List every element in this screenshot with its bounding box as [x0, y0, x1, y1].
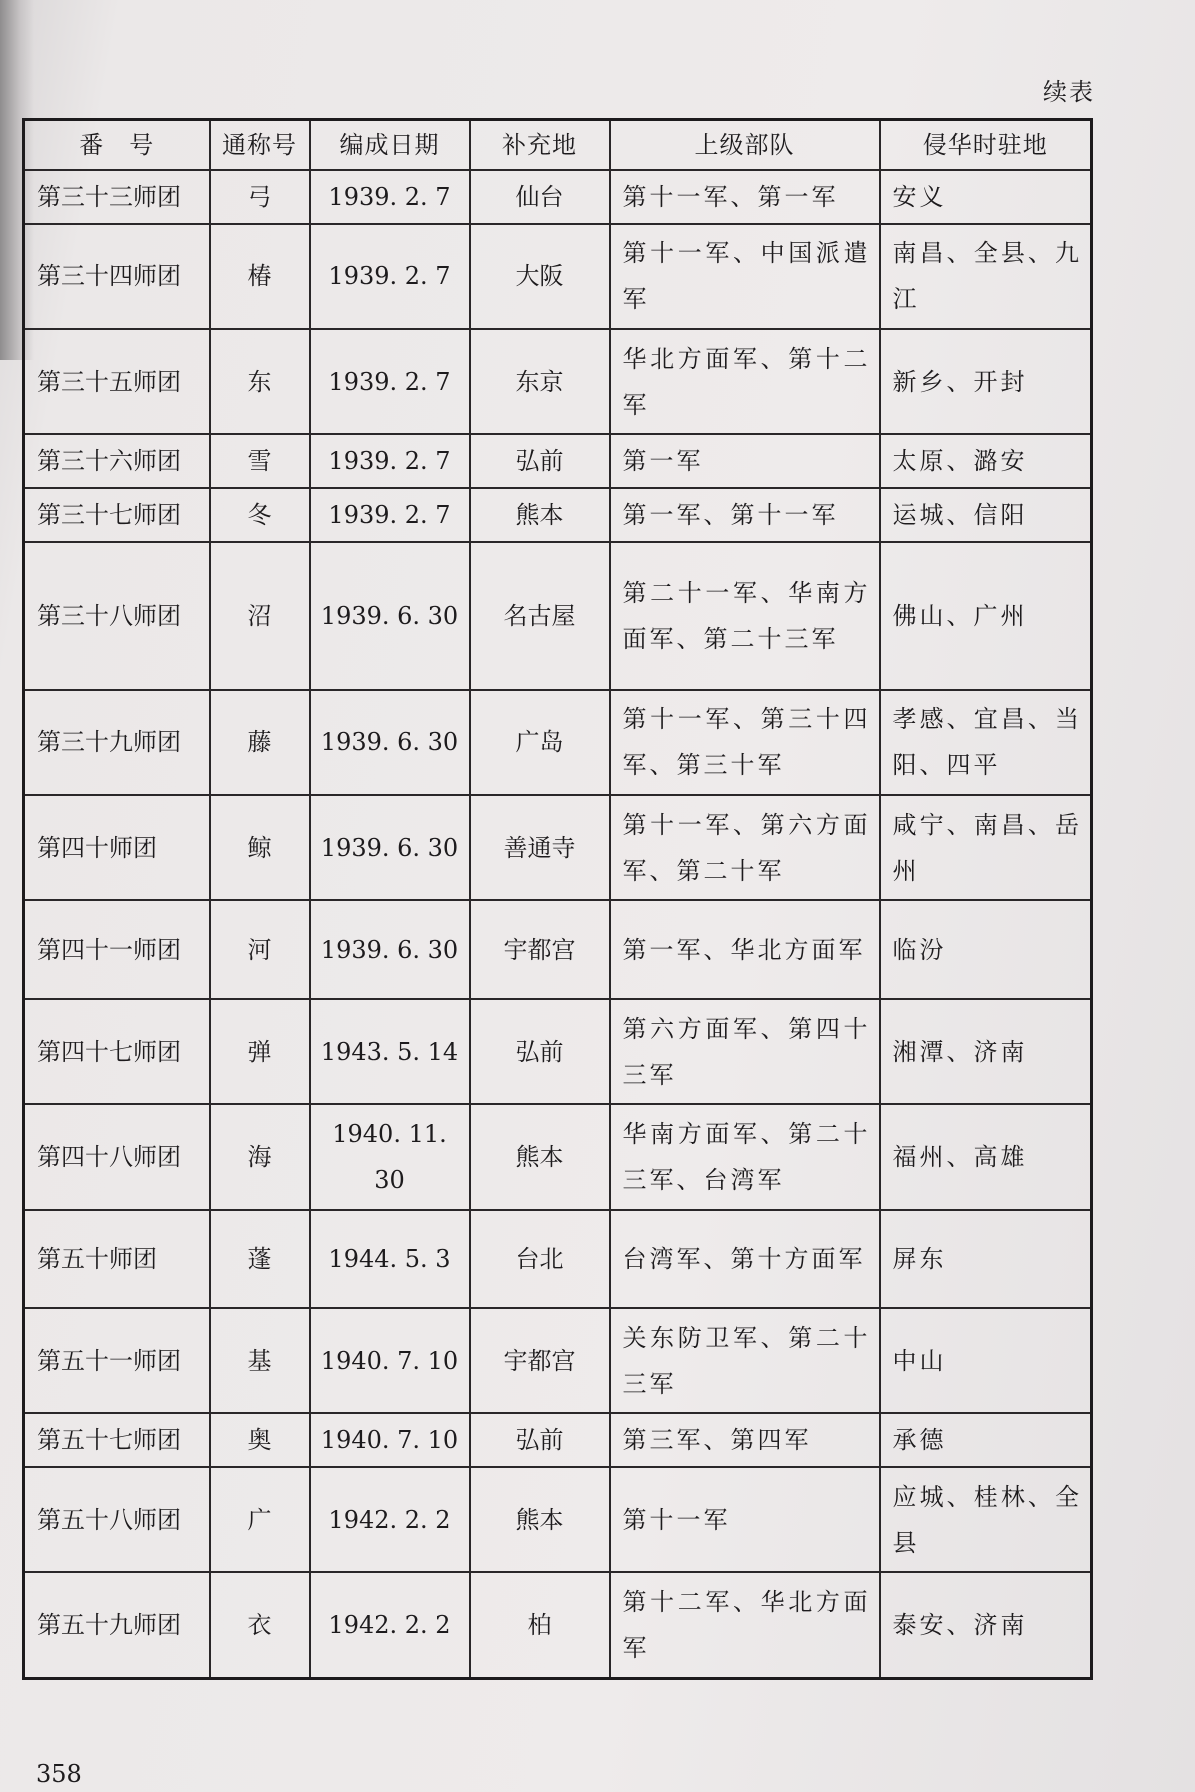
cell-superior-unit: 第十一军、中国派遣军	[610, 224, 880, 329]
cell-code-name: 椿	[210, 224, 310, 329]
header-depot: 补充地	[470, 120, 610, 171]
table-row	[24, 690, 1092, 795]
table-row	[24, 1308, 1092, 1413]
cell-depot: 广岛	[470, 690, 610, 795]
table-row	[24, 1104, 1092, 1209]
cell-code-name: 蓬	[210, 1210, 310, 1309]
cell-superior-unit: 第一军、华北方面军	[610, 900, 880, 999]
cell-code-name: 广	[210, 1467, 310, 1572]
cell-superior-unit: 第一军、第十一军	[610, 488, 880, 542]
cell-depot: 熊本	[470, 488, 610, 542]
cell-station: 孝感、宜昌、当阳、四平	[880, 690, 1092, 795]
cell-division: 第五十八师团	[24, 1467, 210, 1572]
table-body	[24, 170, 1092, 1679]
continued-label: 续表	[1043, 78, 1095, 106]
cell-superior-unit: 第十一军、第六方面军、第二十军	[610, 795, 880, 900]
cell-station: 湘潭、济南	[880, 999, 1092, 1104]
table-row	[24, 1572, 1092, 1678]
cell-station: 咸宁、南昌、岳州	[880, 795, 1092, 900]
table-row	[24, 795, 1092, 900]
table-row	[24, 170, 1092, 224]
cell-superior-unit: 台湾军、第十方面军	[610, 1210, 880, 1309]
cell-depot: 弘前	[470, 1413, 610, 1467]
cell-superior-unit: 第二十一军、华南方面军、第二十三军	[610, 542, 880, 690]
cell-division: 第三十九师团	[24, 690, 210, 795]
cell-depot: 大阪	[470, 224, 610, 329]
cell-depot: 柏	[470, 1572, 610, 1678]
page-number: 358	[36, 1760, 82, 1788]
cell-superior-unit: 华南方面军、第二十三军、台湾军	[610, 1104, 880, 1209]
cell-depot: 台北	[470, 1210, 610, 1309]
cell-superior-unit: 第十二军、华北方面军	[610, 1572, 880, 1678]
cell-formation-date: 1940. 11. 30	[310, 1104, 470, 1209]
division-table	[22, 118, 1093, 1680]
table-row	[24, 329, 1092, 434]
cell-division: 第三十六师团	[24, 434, 210, 488]
cell-division: 第五十七师团	[24, 1413, 210, 1467]
cell-division: 第四十八师团	[24, 1104, 210, 1209]
cell-depot: 东京	[470, 329, 610, 434]
cell-station: 运城、信阳	[880, 488, 1092, 542]
table-row	[24, 1413, 1092, 1467]
cell-division: 第三十八师团	[24, 542, 210, 690]
cell-code-name: 鲸	[210, 795, 310, 900]
cell-station: 应城、桂林、全县	[880, 1467, 1092, 1572]
cell-division: 第五十师团	[24, 1210, 210, 1309]
cell-station: 泰安、济南	[880, 1572, 1092, 1678]
table-row	[24, 488, 1092, 542]
cell-formation-date: 1939. 2. 7	[310, 224, 470, 329]
cell-superior-unit: 第三军、第四军	[610, 1413, 880, 1467]
table-row	[24, 434, 1092, 488]
cell-formation-date: 1939. 2. 7	[310, 329, 470, 434]
cell-station: 屏东	[880, 1210, 1092, 1309]
cell-depot: 弘前	[470, 434, 610, 488]
cell-station: 安义	[880, 170, 1092, 224]
cell-station: 福州、高雄	[880, 1104, 1092, 1209]
cell-superior-unit: 第一军	[610, 434, 880, 488]
cell-formation-date: 1942. 2. 2	[310, 1467, 470, 1572]
cell-division: 第三十七师团	[24, 488, 210, 542]
header-code-name: 通称号	[210, 120, 310, 171]
cell-code-name: 沼	[210, 542, 310, 690]
cell-formation-date: 1939. 2. 7	[310, 488, 470, 542]
cell-formation-date: 1939. 2. 7	[310, 434, 470, 488]
cell-division: 第三十五师团	[24, 329, 210, 434]
cell-code-name: 东	[210, 329, 310, 434]
cell-station: 佛山、广州	[880, 542, 1092, 690]
cell-division: 第五十一师团	[24, 1308, 210, 1413]
header-station: 侵华时驻地	[880, 120, 1092, 171]
cell-station: 临汾	[880, 900, 1092, 999]
cell-depot: 弘前	[470, 999, 610, 1104]
cell-code-name: 雪	[210, 434, 310, 488]
cell-code-name: 藤	[210, 690, 310, 795]
cell-formation-date: 1942. 2. 2	[310, 1572, 470, 1678]
cell-depot: 宇都宫	[470, 1308, 610, 1413]
cell-code-name: 弓	[210, 170, 310, 224]
cell-division: 第四十一师团	[24, 900, 210, 999]
cell-code-name: 弹	[210, 999, 310, 1104]
cell-depot: 熊本	[470, 1104, 610, 1209]
cell-formation-date: 1940. 7. 10	[310, 1413, 470, 1467]
table-row	[24, 900, 1092, 999]
cell-station: 中山	[880, 1308, 1092, 1413]
table-row	[24, 224, 1092, 329]
cell-formation-date: 1939. 6. 30	[310, 690, 470, 795]
division-table-wrapper	[22, 118, 1090, 1680]
cell-code-name: 基	[210, 1308, 310, 1413]
cell-division: 第三十四师团	[24, 224, 210, 329]
cell-division: 第三十三师团	[24, 170, 210, 224]
cell-code-name: 衣	[210, 1572, 310, 1678]
cell-code-name: 河	[210, 900, 310, 999]
header-designation: 番 号	[24, 120, 210, 171]
cell-superior-unit: 第十一军	[610, 1467, 880, 1572]
cell-depot: 仙台	[470, 170, 610, 224]
cell-depot: 名古屋	[470, 542, 610, 690]
cell-code-name: 冬	[210, 488, 310, 542]
cell-division: 第四十七师团	[24, 999, 210, 1104]
cell-station: 太原、潞安	[880, 434, 1092, 488]
table-row	[24, 542, 1092, 690]
header-superior-unit: 上级部队	[610, 120, 880, 171]
cell-code-name: 海	[210, 1104, 310, 1209]
cell-station: 南昌、全县、九江	[880, 224, 1092, 329]
cell-depot: 熊本	[470, 1467, 610, 1572]
cell-station: 承德	[880, 1413, 1092, 1467]
table-header-row	[24, 120, 1092, 171]
table-row	[24, 1467, 1092, 1572]
cell-depot: 善通寺	[470, 795, 610, 900]
table-row	[24, 1210, 1092, 1309]
cell-superior-unit: 第十一军、第三十四军、第三十军	[610, 690, 880, 795]
cell-division: 第四十师团	[24, 795, 210, 900]
cell-code-name: 奥	[210, 1413, 310, 1467]
cell-superior-unit: 华北方面军、第十二军	[610, 329, 880, 434]
cell-formation-date: 1943. 5. 14	[310, 999, 470, 1104]
cell-superior-unit: 关东防卫军、第二十三军	[610, 1308, 880, 1413]
cell-formation-date: 1939. 6. 30	[310, 795, 470, 900]
cell-depot: 宇都宫	[470, 900, 610, 999]
cell-formation-date: 1939. 6. 30	[310, 542, 470, 690]
cell-division: 第五十九师团	[24, 1572, 210, 1678]
cell-formation-date: 1939. 6. 30	[310, 900, 470, 999]
cell-formation-date: 1940. 7. 10	[310, 1308, 470, 1413]
cell-superior-unit: 第六方面军、第四十三军	[610, 999, 880, 1104]
cell-station: 新乡、开封	[880, 329, 1092, 434]
header-formation-date: 编成日期	[310, 120, 470, 171]
cell-superior-unit: 第十一军、第一军	[610, 170, 880, 224]
cell-formation-date: 1939. 2. 7	[310, 170, 470, 224]
cell-formation-date: 1944. 5. 3	[310, 1210, 470, 1309]
table-row	[24, 999, 1092, 1104]
